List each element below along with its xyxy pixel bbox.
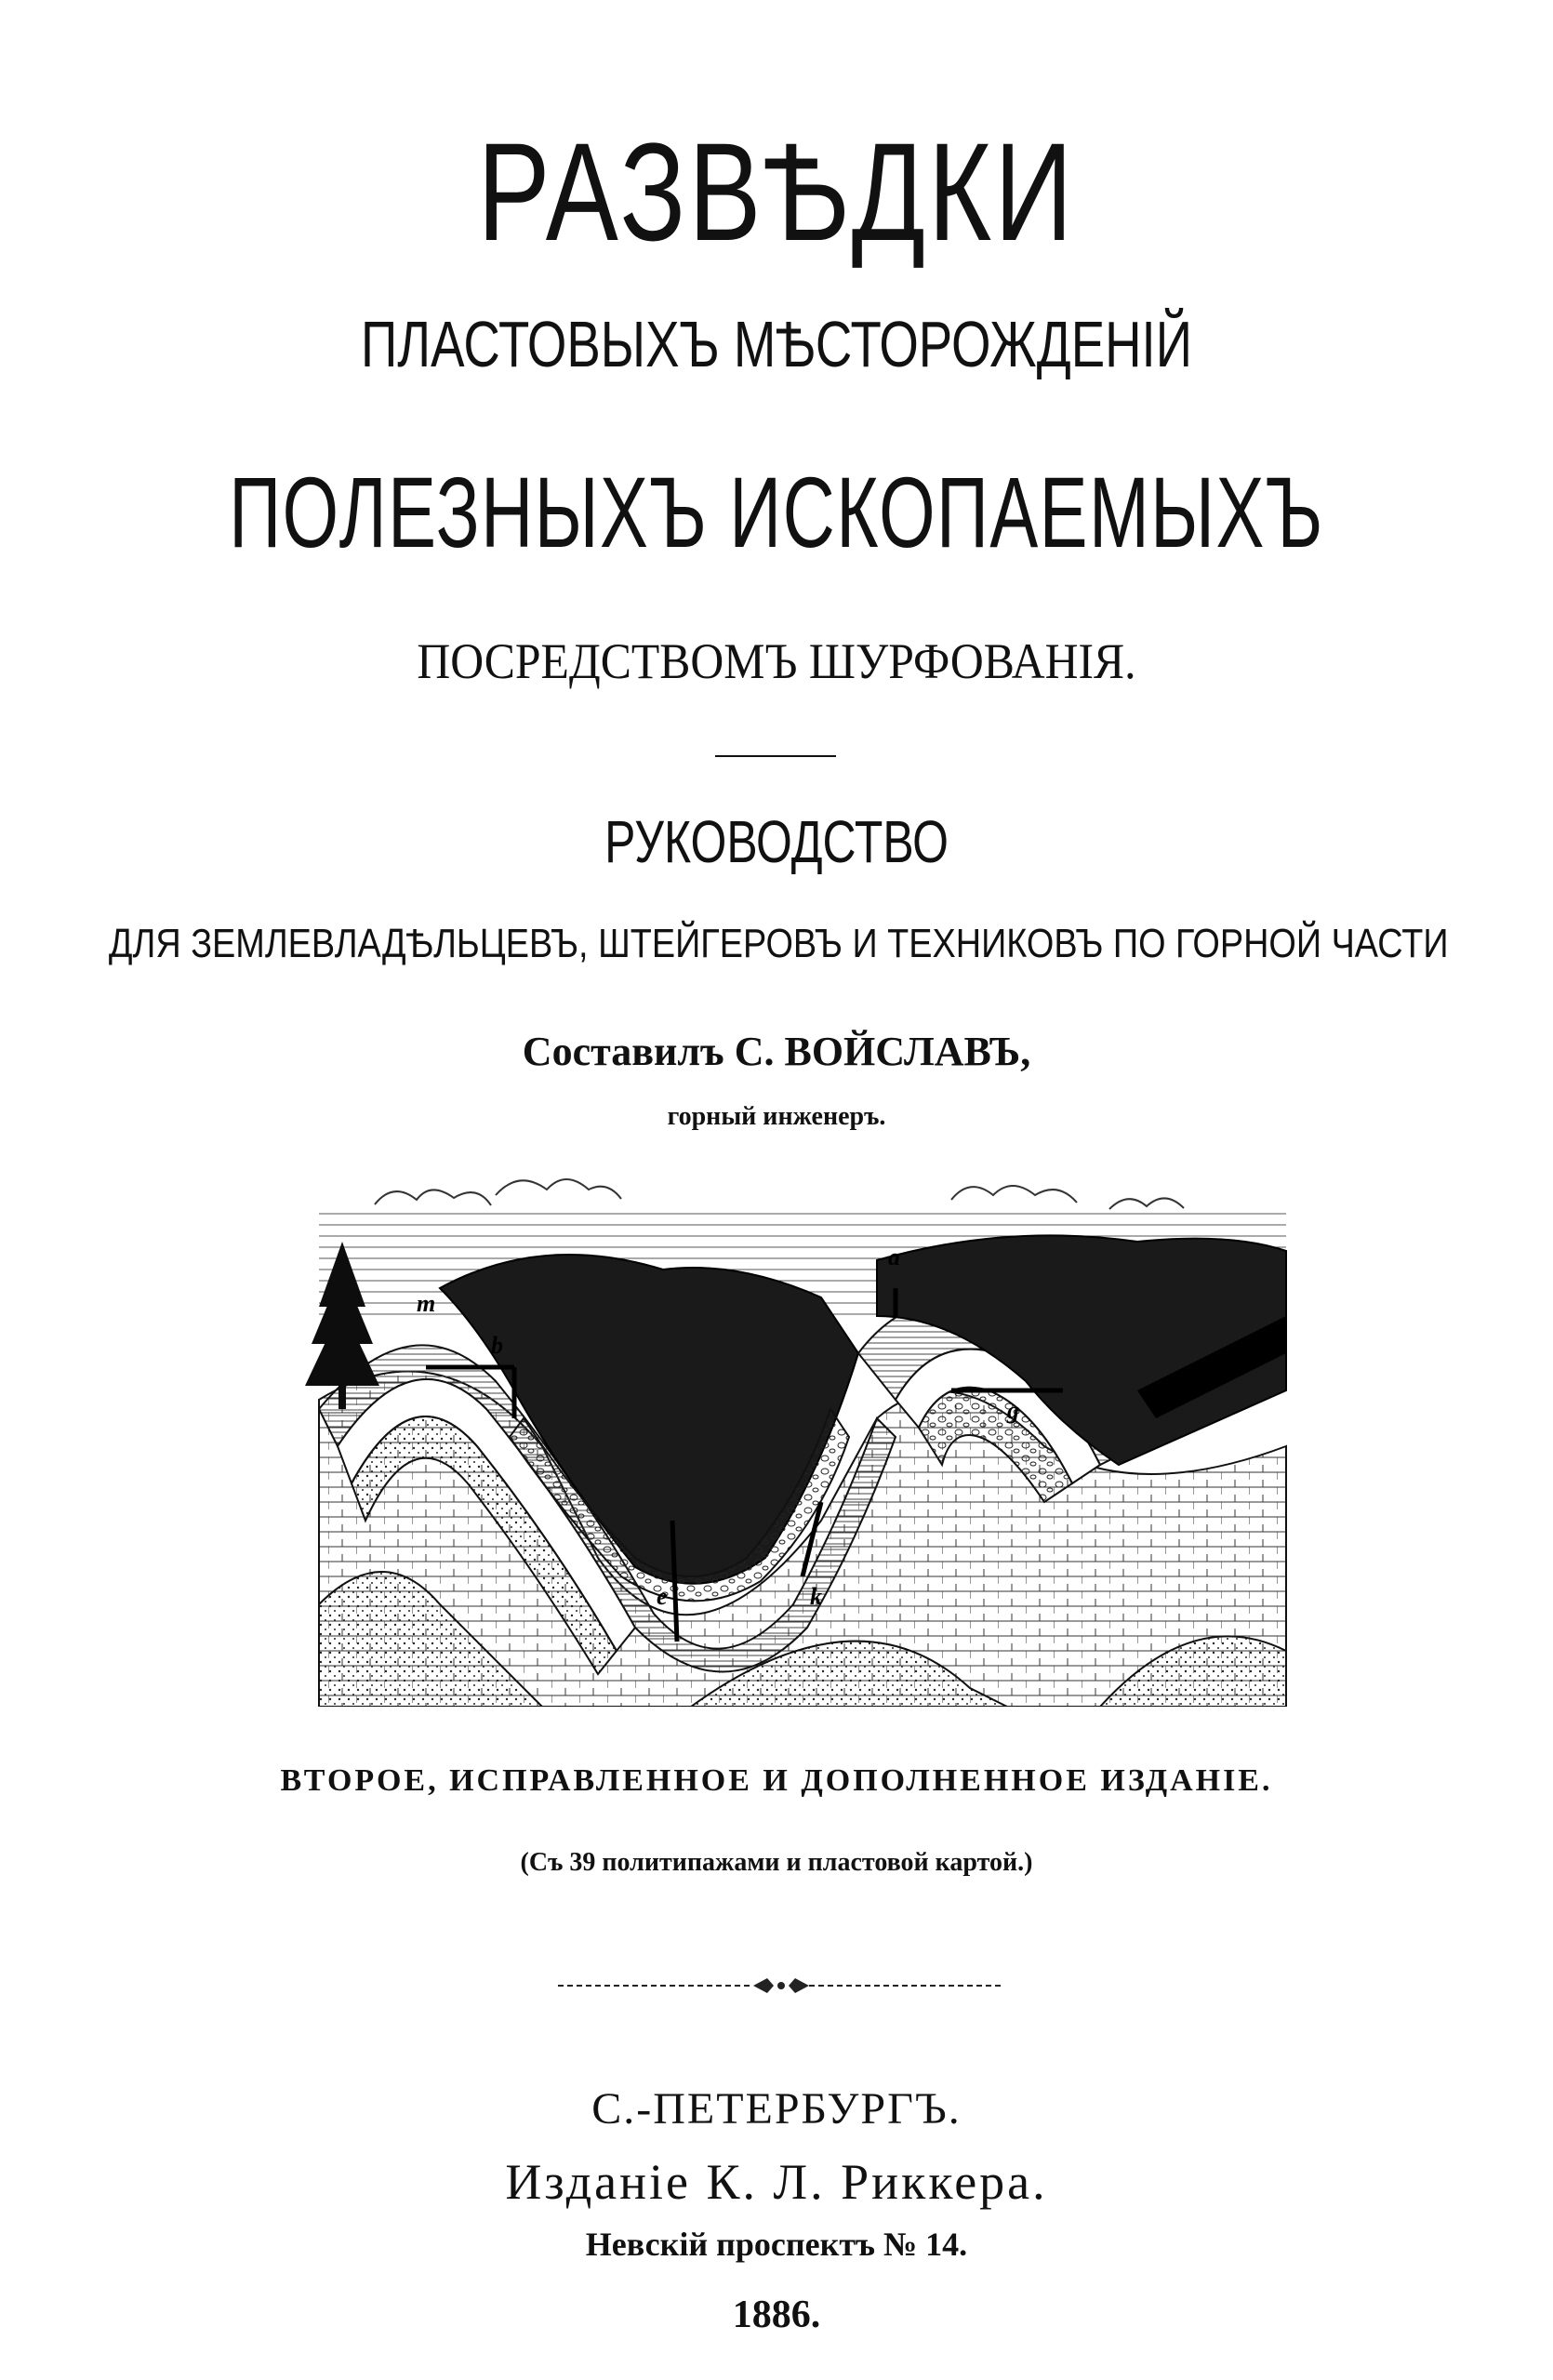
audience-line: ДЛЯ ЗЕМЛЕВЛАДѢЛЬЦЕВЪ, ШТЕЙГЕРОВЪ И ТЕХНИКОВЪ ПО ГОРНОЙ ЧАСТИ [108, 921, 1449, 966]
imprint-year: 1886. [732, 2294, 821, 2336]
subtitle-line-1: ПЛАСТОВЫХЪ МѢСТОРОЖДЕНIЙ [361, 308, 1192, 380]
imprint-publisher: Изданiе К. Л. Риккера. [505, 2154, 1048, 2210]
imprint-city: С.-ПЕТЕРБУРГЪ. [591, 2084, 962, 2134]
author-profession: горный инженеръ. [667, 1102, 886, 1131]
label-a: a [888, 1243, 900, 1270]
label-m: m [417, 1290, 436, 1317]
ornament-divider [558, 1967, 1004, 2004]
author-line: Составилъ С. ВОЙСЛАВЪ, [522, 1029, 1031, 1074]
genre-label: РУКОВОДСТВО [604, 808, 949, 875]
imprint-address: Невскiй проспектъ № 14. [585, 2226, 968, 2263]
illustrations-note: (Съ 39 политипажами и пластовой картой.) [520, 1848, 1033, 1877]
geological-cross-section-illustration [300, 1167, 1300, 1707]
label-k: k [810, 1583, 822, 1610]
divider-rule [715, 755, 836, 757]
label-g: g [1007, 1397, 1019, 1424]
label-e: e [657, 1583, 668, 1610]
edition-statement: ВТОРОЕ, ИСПРАВЛЕННОЕ И ДОПОЛНЕННОЕ ИЗДАНIЕ. [280, 1763, 1273, 1798]
subtitle-line-3: ПОСРЕДСТВОМЪ ШУРФОВАНIЯ. [417, 633, 1136, 689]
book-title: РАЗВѢДКИ [477, 113, 1076, 270]
tree-drawing [305, 1242, 379, 1409]
subtitle-line-2: ПОЛЕЗНЫХЪ ИСКОПАЕМЫХЪ [229, 456, 1324, 568]
label-b: b [491, 1332, 503, 1359]
